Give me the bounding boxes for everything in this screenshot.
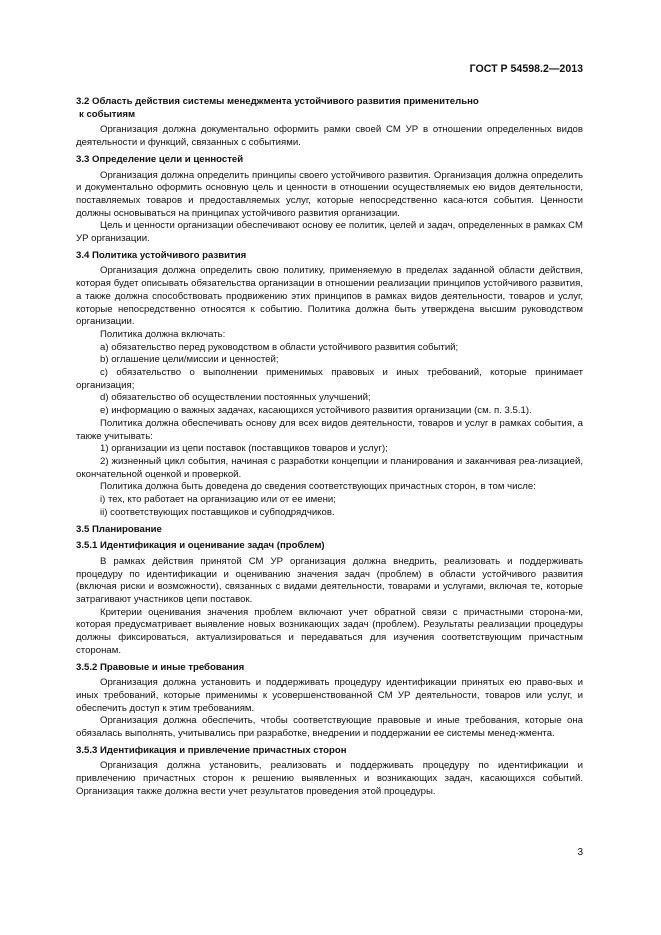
section-heading <box>76 96 583 121</box>
document-body <box>76 92 583 799</box>
page-number: 3 <box>577 847 583 858</box>
section-heading-text: 3.5.2 Правовые и иные требования <box>76 661 245 673</box>
section-heading <box>76 524 583 537</box>
section-heading-text: 3.5 Планирование <box>76 523 162 535</box>
paragraph: i) тех, кто работает на организацию или от ее имени; <box>100 494 336 506</box>
paragraph: b) оглашение цели/миссии и ценностей; <box>100 354 279 366</box>
paragraph: Цель и ценности организации обеспечивают основу ее политик, целей и задач, определенных в рамках СМ УР организации. <box>76 220 583 245</box>
paragraph: 2) жизненный цикл события, начиная с разработки концепции и планирования и заканчивая реа-лизацией, окончательной оценкой и проверкой. <box>76 455 583 480</box>
paragraph: e) информацию о важных задачах, касающихся устойчивого развития организации (см. п. 3.5.1). <box>100 405 532 417</box>
paragraph: 1) организации из цепи поставок (поставщиков товаров и услуг); <box>100 443 388 455</box>
paragraph: d) обязательство об осуществлении постоянных улучшений; <box>100 392 371 404</box>
section-heading <box>76 540 583 553</box>
paragraph: Организация должна документально оформить рамки своей СМ УР в отношении определенных видов деятельности и функций, связанных с событиями. <box>76 124 583 149</box>
section-heading <box>76 662 583 675</box>
paragraph: Критерии оценивания значения проблем включают учет обратной связи с причастными сторона-ми, которая предусматривает выявление новых возникающих задач (проблем). Результаты реализации процедуры должны фиксироваться, актуализироваться и передаваться для изучения соответствующим причастным сторонам. <box>76 606 583 656</box>
paragraph: Организация должна установить, реализовать и поддерживать процедуру по идентификации и привлечению причастных сторон к решению выявленных и возникающих задач, касающихся событий. Организация также должна вести учет результатов проведения этой процедуры. <box>76 760 583 797</box>
section-heading-text: 3.5.1 Идентификация и оценивание задач (проблем) <box>76 540 325 552</box>
paragraph: ii) соответствующих поставщиков и субподрядчиков. <box>100 506 335 518</box>
paragraph: Организация должна определить свою политику, применяемую в пределах заданной области действия, которая будет описывать обязательства организации в отношении реализации принципов устойчивого развития, а также должна способствовать продвижению этих принципов в рамках видов деятельности, товаров и услуг, которые непосредственно относятся к событию. Политика должна быть утверждена высшим руководством организации. <box>76 265 583 328</box>
section-heading <box>76 154 583 167</box>
section-heading-text: 3.5.3 Идентификация и привлечение причастных сторон <box>76 744 347 756</box>
paragraph: Организация должна установить и поддерживать процедуру идентификации принятых ею право-вых и иных требований, которые применимы к усовершенствованной СМ УР деятельности, товаров или услуг, и обеспечить доступ к этим требованиям. <box>76 677 583 714</box>
paragraph: Организация должна обеспечить, чтобы соответствующие правовые и иные требования, которые она обязалась выполнять, учитывались при разработке, внедрении и поддержании ее системы менед-жмента. <box>76 715 583 740</box>
section-heading-text: 3.3 Определение цели и ценностей <box>76 153 244 165</box>
paragraph: В рамках действия принятой СМ УР организация должна внедрить, реализовать и поддерживать процедуру по идентификации и оцениванию значения задач (проблем) в области устойчивого развития (включая риски и возможности), связанных с видами деятельности, товарами и услугами, включая те, которые затрагивают участников цепи поставок. <box>76 555 583 606</box>
paragraph: Политика должна обеспечивать основу для всех видов деятельности, товаров и услуг в рамках события, а также учитывать: <box>76 417 583 442</box>
section-heading-text: 3.4 Политика устойчивого развития <box>76 249 247 261</box>
section-heading <box>76 745 583 758</box>
paragraph: Политика должна включать: <box>100 328 226 340</box>
paragraph: Политика должна быть доведена до сведения соответствующих причастных сторон, в том числе: <box>100 481 536 493</box>
paragraph: c) обязательство о выполнении применимых правовых и иных требований, которые принимает организация; <box>76 367 583 391</box>
section-heading-continuation: к событиям <box>79 108 136 120</box>
section-heading-text: 3.2 Область действия системы менеджмента устойчивого развития применительно <box>76 96 479 107</box>
document-code: ГОСТ Р 54598.2—2013 <box>469 63 583 75</box>
paragraph: a) обязательство перед руководством в области устойчивого развития событий; <box>100 341 459 353</box>
section-heading <box>76 250 583 263</box>
paragraph: Организация должна определить принципы своего устойчивого развития. Организация должна определить и документально оформить основную цель и ценности в отношении осуществляемых ею видов деятельности, поставляемых товаров и предоставляемых услуг, которые непосредственно каса-ются события. Ценности должны основываться на принципах устойчивого развития организации. <box>76 169 583 219</box>
